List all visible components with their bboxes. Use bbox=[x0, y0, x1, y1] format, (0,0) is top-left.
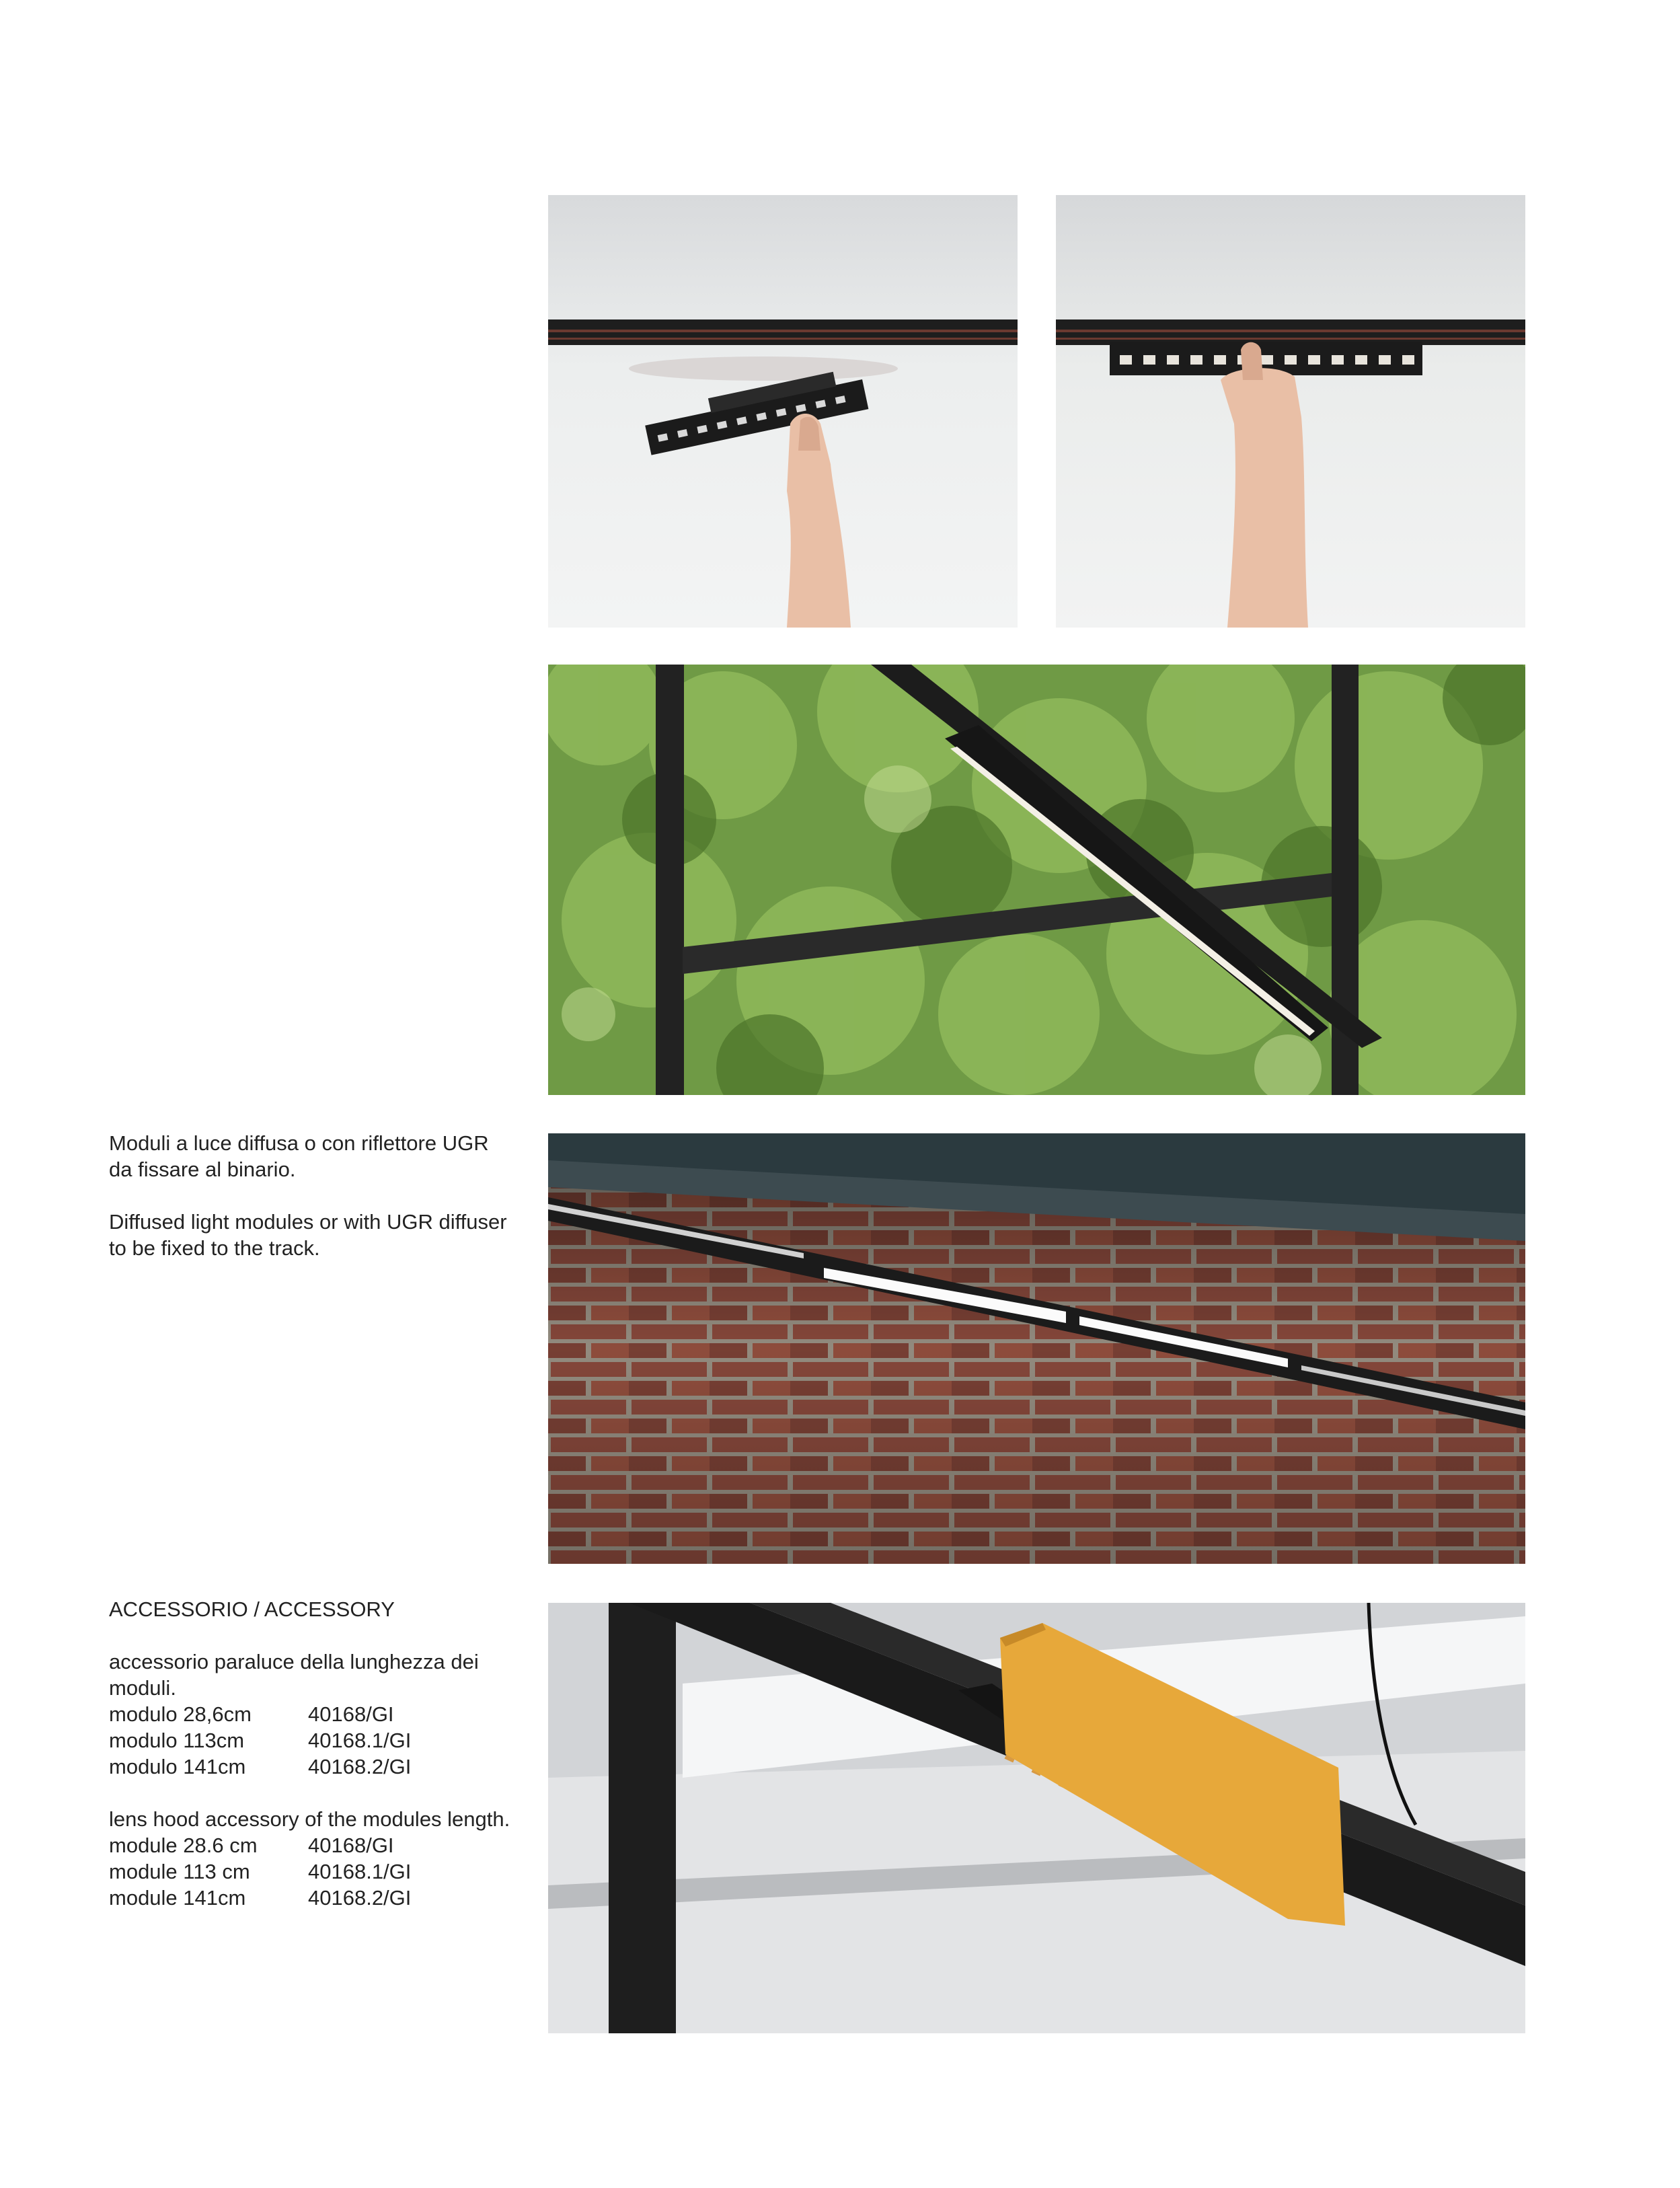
table-row bbox=[109, 1832, 512, 1858]
module-code: 40168.2/GI bbox=[308, 1755, 412, 1778]
accessory-english-text: lens hood accessory of the modules length. bbox=[109, 1807, 510, 1831]
photo-module-attach-fixed bbox=[1056, 195, 1525, 628]
table-row bbox=[109, 1727, 512, 1753]
module-code: 40168.2/GI bbox=[308, 1886, 412, 1910]
module-label: module 113 cm bbox=[109, 1860, 250, 1883]
table-row bbox=[109, 1858, 512, 1885]
table-row bbox=[109, 1885, 512, 1911]
module-label: modulo 113cm bbox=[109, 1729, 245, 1752]
description-italian: Moduli a luce diffusa o con riflettore UGR da fissare al binario. bbox=[109, 1131, 489, 1181]
accessory-english-table bbox=[109, 1832, 512, 1911]
module-label: modulo 141cm bbox=[109, 1755, 246, 1778]
photo-lens-hood-accessory bbox=[548, 1603, 1525, 2033]
photo-module-attach-angled bbox=[548, 195, 1018, 628]
module-code: 40168.1/GI bbox=[308, 1729, 412, 1752]
module-label: module 141cm bbox=[109, 1886, 246, 1910]
description-english: Diffused light modules or with UGR diffuser to be fixed to the track. bbox=[109, 1210, 507, 1260]
photo-track-brick-wall bbox=[548, 1133, 1525, 1564]
table-row bbox=[109, 1753, 512, 1780]
module-label: modulo 28,6cm bbox=[109, 1702, 252, 1726]
accessory-italian-table bbox=[109, 1701, 512, 1780]
accessory-section bbox=[109, 1596, 512, 1911]
photo-track-outdoor-trees bbox=[548, 665, 1525, 1095]
accessory-heading: ACCESSORIO / ACCESSORY bbox=[109, 1597, 395, 1621]
module-label: module 28.6 cm bbox=[109, 1834, 258, 1857]
module-code: 40168/GI bbox=[308, 1834, 394, 1857]
module-description bbox=[109, 1130, 512, 1261]
module-code: 40168/GI bbox=[308, 1702, 394, 1726]
table-row bbox=[109, 1701, 512, 1727]
module-code: 40168.1/GI bbox=[308, 1860, 412, 1883]
accessory-italian-text: accessorio paraluce della lunghezza dei moduli. bbox=[109, 1650, 479, 1700]
